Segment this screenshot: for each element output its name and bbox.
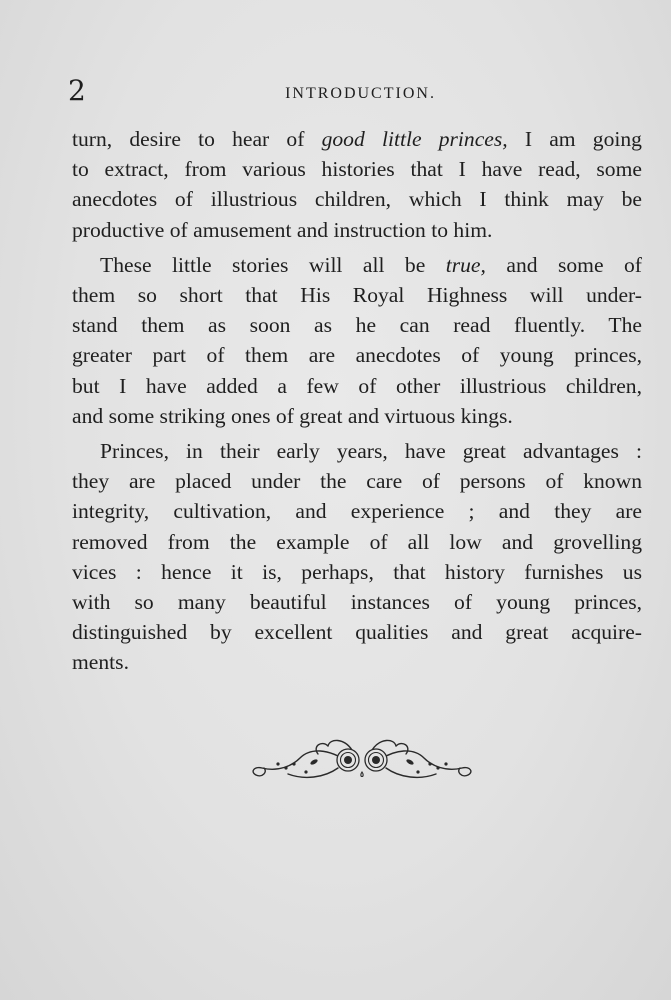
- text-line: integrity, cultivation, and experience ; and they are: [72, 499, 642, 524]
- text-line: turn, desire to hear of good little princes, I am going: [72, 127, 642, 151]
- text-line: Princes, in their early years, have great advantages :: [100, 439, 642, 464]
- text-line: distinguished by excellent qualities and great acquire-: [72, 620, 642, 645]
- text-line: but I have added a few of other illustrious children,: [72, 373, 642, 398]
- text-line: stand them as soon as he can read fluently. The: [72, 313, 642, 338]
- text-line: productive of amusement and instruction to him.: [72, 217, 493, 242]
- text-line: to extract, from various histories that I have read, some: [72, 157, 642, 182]
- italic-phrase: good little princes,: [321, 127, 508, 151]
- page-number: 2: [68, 74, 86, 107]
- body-text: [72, 124, 642, 678]
- paragraph-3: [72, 436, 642, 678]
- text-line: them so short that His Royal Highness will under-: [72, 283, 642, 308]
- text-line: they are placed under the care of persons of known: [72, 469, 642, 494]
- paragraph-2: [72, 250, 642, 431]
- text-line: ments.: [72, 650, 129, 675]
- floral-ornament-icon: [248, 728, 476, 788]
- text-line: with so many beautiful instances of young princes,: [72, 590, 642, 615]
- text-line: These little stories will all be true, and some of: [100, 252, 642, 277]
- text-line: and some striking ones of great and virtuous kings.: [72, 403, 513, 428]
- paragraph-1: [72, 124, 642, 245]
- text-line: anecdotes of illustrious children, which I think may be: [72, 187, 642, 212]
- running-head: INTRODUCTION.: [285, 85, 436, 102]
- italic-phrase: true,: [445, 252, 486, 277]
- text-line: vices : hence it is, perhaps, that history furnishes us: [72, 559, 642, 584]
- text-line: greater part of them are anecdotes of young princes,: [72, 343, 642, 368]
- text-line: removed from the example of all low and grovelling: [72, 529, 642, 554]
